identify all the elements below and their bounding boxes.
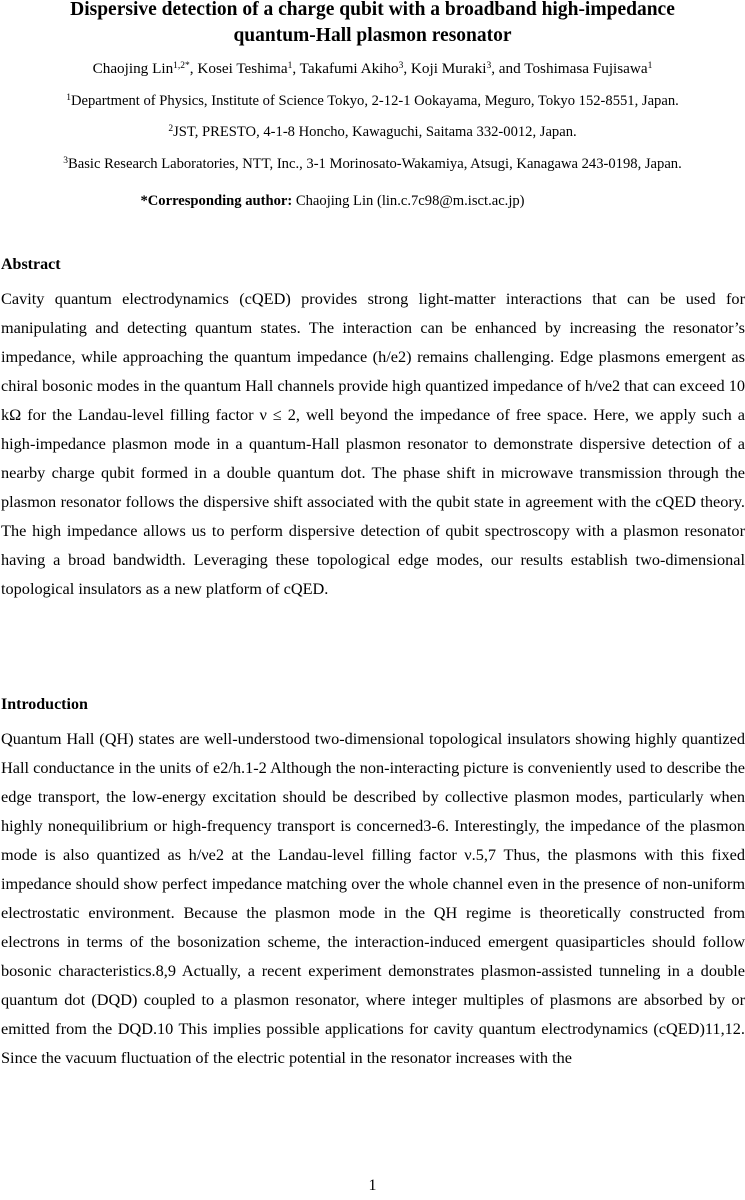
author-affiliation-mark: 3 [398,61,404,71]
affiliation-1 [0,93,745,110]
affiliation-mark: 2 [168,124,174,134]
corresponding-author [0,193,705,210]
affiliation-mark: 1 [66,93,71,103]
affiliation-2 [0,124,745,141]
affiliation-3 [0,156,745,173]
title-line-2: quantum-Hall plasmon resonator [233,25,512,46]
introduction-body [1,724,745,1072]
affiliation-text: Basic Research Laboratories, NTT, Inc., 3-1 Morinosato-Wakamiya, Atsugi, Kanagawa 243-0198, Japan. [68,156,682,172]
page-number: 1 [368,1177,377,1194]
author: Chaojing Lin [92,60,174,77]
abstract-text: Cavity quantum electrodynamics (cQED) provides strong light-matter interactions that can be used for manipulating and detecting quantum states. The interaction can be enhanced by increasing the resonator’s impedance, while approaching the quantum impedance (h/e2) remains challenging. Edge plasmons emergent as chiral bosonic modes in the quantum Hall channels provide high quantized impedance of h/νe2 that can exceed 10 kΩ for the Landau-level filling factor ν ≤ 2, well beyond the impedance of free space. Here, we apply such a high-impedance plasmon mode in a quantum-Hall plasmon resonator to demonstrate dispersive detection of a nearby charge qubit formed in a double quantum dot. The phase shift in microwave transmission through the plasmon resonator follows the dispersive shift associated with the qubit state in agreement with the cQED theory. The high impedance allows us to perform dispersive detection of qubit spectroscopy with a plasmon resonator having a broad bandwidth. Leveraging these topological edge modes, our results establish two-dimensional topological insulators as a new platform of cQED. [1,289,745,598]
introduction-text: Quantum Hall (QH) states are well-understood two-dimensional topological insulators showing highly quantized Hall conductance in the units of e2/h.1-2 Although the non-interacting picture is conveniently used to describe the edge transport, the low-energy excitation should be described by collective plasmon modes, particularly when highly nonequilibrium or high-frequency transport is concerned3-6. Interestingly, the impedance of the plasmon mode is also quantized as h/νe2 at the Landau-level filling factor ν.5,7 Thus, the plasmons with this fixed impedance should show perfect impedance matching over the whole channel even in the presence of non-uniform electrostatic environment. Because the plasmon mode in the QH regime is theoretically constructed from electrons in terms of the bosonization scheme, the interaction-induced emergent quasiparticles should follow bosonic characteristics.8,9 Actually, a recent experiment demonstrates plasmon-assisted tunneling in a double quantum dot (DQD) coupled to a plasmon resonator, where integer multiples of plasmons are absorbed by or emitted from the DQD.10 This implies possible applications for cavity quantum electrodynamics (cQED)11,12. Since the vacuum fluctuation of the electric potential in the resonator increases with the [1,729,745,1067]
paper-title [0,0,745,49]
title-line-1: Dispersive detection of a charge qubit with a broadband high-impedance [70,0,675,20]
author-conjunction: and [498,60,521,77]
corresponding-label: *Corresponding author: [140,193,293,209]
affiliation-text: Department of Physics, Institute of Science Tokyo, 2-12-1 Ookayama, Meguro, Tokyo 152-8551, Japan. [70,93,679,109]
author-affiliation-mark: 1,2* [173,61,190,71]
affiliation-text: JST, PRESTO, 4-1-8 Honcho, Kawaguchi, Saitama 332-0012, Japan. [173,124,577,140]
author-affiliation-mark: 1 [647,61,653,71]
author: Kosei Teshima [197,60,288,77]
abstract-body [1,284,745,603]
corresponding-text: Chaojing Lin (lin.c.7c98@m.isct.ac.jp) [295,193,525,209]
author-affiliation-mark: 3 [486,61,492,71]
author: Toshimasa Fujisawa [524,60,648,77]
author: Koji Muraki [410,60,487,77]
author: Takafumi Akiho [299,60,399,77]
author-affiliation-mark: 1 [287,61,293,71]
affiliation-mark: 3 [63,156,68,166]
author-list: Chaojing Lin$^{1,2*}$, Kosei Teshima$^1$, Takafumi Akiho$^3$, Koji Muraki$^3$, and Toshimasa Fujisawa$^1$ [92,60,653,77]
abstract-heading: Abstract [1,256,61,273]
introduction-heading: Introduction [1,696,88,713]
